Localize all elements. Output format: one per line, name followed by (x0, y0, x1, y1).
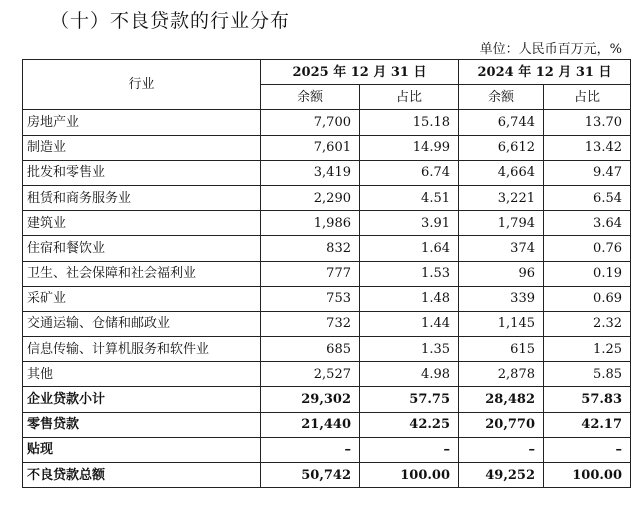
table-row (23, 110, 631, 135)
row-industry-name: 房地产业 (23, 110, 261, 135)
table-row (23, 362, 631, 387)
row-industry-name: 批发和零售业 (23, 160, 261, 185)
row-balance-2025: 29,302 (261, 387, 360, 412)
row-balance-2025: 732 (261, 311, 360, 336)
header-balance-2025: 余额 (261, 85, 360, 110)
row-industry-name: 零售贷款 (23, 412, 261, 437)
table-row (23, 135, 631, 160)
row-share-2025: 1.64 (360, 236, 459, 261)
row-balance-2024: 1,794 (459, 211, 544, 236)
row-industry-name: 采矿业 (23, 286, 261, 311)
table-row (23, 160, 631, 185)
row-share-2025: 3.91 (360, 211, 459, 236)
row-share-2025: 1.44 (360, 311, 459, 336)
row-share-2024: 0.19 (544, 261, 631, 286)
row-share-2025: – (360, 437, 459, 462)
row-industry-name: 交通运输、仓储和邮政业 (23, 311, 261, 336)
table-row (23, 387, 631, 412)
row-industry-name: 贴现 (23, 437, 261, 462)
row-share-2024: 0.69 (544, 286, 631, 311)
row-balance-2024: 6,744 (459, 110, 544, 135)
table-row (23, 437, 631, 462)
row-balance-2024: 1,145 (459, 311, 544, 336)
row-share-2025: 42.25 (360, 412, 459, 437)
row-industry-name: 卫生、社会保障和社会福利业 (23, 261, 261, 286)
table-row (23, 337, 631, 362)
row-share-2024: 3.64 (544, 211, 631, 236)
row-share-2024: 6.54 (544, 185, 631, 210)
table-row (23, 211, 631, 236)
row-share-2024: 57.83 (544, 387, 631, 412)
row-share-2024: 13.70 (544, 110, 631, 135)
row-balance-2024: 49,252 (459, 463, 544, 488)
row-share-2024: 5.85 (544, 362, 631, 387)
header-period-2024: 2024 年 12 月 31 日 (459, 60, 631, 85)
row-balance-2025: 2,527 (261, 362, 360, 387)
table-row (23, 261, 631, 286)
row-industry-name: 制造业 (23, 135, 261, 160)
row-industry-name: 租赁和商务服务业 (23, 185, 261, 210)
row-balance-2025: 753 (261, 286, 360, 311)
row-share-2024: 42.17 (544, 412, 631, 437)
row-balance-2024: 2,878 (459, 362, 544, 387)
row-balance-2025: 2,290 (261, 185, 360, 210)
row-share-2024: – (544, 437, 631, 462)
row-balance-2024: 3,221 (459, 185, 544, 210)
row-share-2025: 4.98 (360, 362, 459, 387)
row-balance-2025: 1,986 (261, 211, 360, 236)
row-balance-2025: 832 (261, 236, 360, 261)
row-share-2024: 100.00 (544, 463, 631, 488)
row-share-2025: 4.51 (360, 185, 459, 210)
row-share-2024: 9.47 (544, 160, 631, 185)
row-balance-2024: 20,770 (459, 412, 544, 437)
unit-note: 单位：人民币百万元，% (479, 42, 622, 57)
table-row (23, 185, 631, 210)
table-row (23, 412, 631, 437)
header-industry: 行业 (23, 60, 261, 110)
row-balance-2025: – (261, 437, 360, 462)
row-industry-name: 住宿和餐饮业 (23, 236, 261, 261)
header-balance-2024: 余额 (459, 85, 544, 110)
row-share-2024: 13.42 (544, 135, 631, 160)
row-share-2024: 1.25 (544, 337, 631, 362)
row-balance-2024: 6,612 (459, 135, 544, 160)
row-industry-name: 信息传输、计算机服务和软件业 (23, 337, 261, 362)
row-share-2025: 1.53 (360, 261, 459, 286)
row-industry-name: 企业贷款小计 (23, 387, 261, 412)
row-share-2025: 6.74 (360, 160, 459, 185)
npl-industry-table (22, 59, 631, 488)
row-balance-2025: 685 (261, 337, 360, 362)
row-share-2025: 57.75 (360, 387, 459, 412)
row-balance-2025: 50,742 (261, 463, 360, 488)
row-balance-2024: 4,664 (459, 160, 544, 185)
row-balance-2025: 21,440 (261, 412, 360, 437)
table-row (23, 286, 631, 311)
table-row (23, 236, 631, 261)
table-body (23, 110, 631, 488)
row-share-2025: 1.35 (360, 337, 459, 362)
table-row (23, 311, 631, 336)
row-share-2025: 1.48 (360, 286, 459, 311)
row-share-2025: 14.99 (360, 135, 459, 160)
row-industry-name: 其他 (23, 362, 261, 387)
header-share-2025: 占比 (360, 85, 459, 110)
row-balance-2025: 777 (261, 261, 360, 286)
row-share-2025: 100.00 (360, 463, 459, 488)
section-title: （十）不良贷款的行业分布 (50, 10, 291, 32)
row-industry-name: 建筑业 (23, 211, 261, 236)
row-balance-2025: 3,419 (261, 160, 360, 185)
row-balance-2024: 339 (459, 286, 544, 311)
row-balance-2025: 7,700 (261, 110, 360, 135)
row-industry-name: 不良贷款总额 (23, 463, 261, 488)
row-balance-2024: 374 (459, 236, 544, 261)
header-period-2025: 2025 年 12 月 31 日 (261, 60, 459, 85)
header-share-2024: 占比 (544, 85, 631, 110)
row-balance-2024: 615 (459, 337, 544, 362)
row-share-2025: 15.18 (360, 110, 459, 135)
table-row (23, 463, 631, 488)
row-balance-2024: – (459, 437, 544, 462)
row-share-2024: 0.76 (544, 236, 631, 261)
row-balance-2024: 96 (459, 261, 544, 286)
row-balance-2025: 7,601 (261, 135, 360, 160)
row-balance-2024: 28,482 (459, 387, 544, 412)
row-share-2024: 2.32 (544, 311, 631, 336)
